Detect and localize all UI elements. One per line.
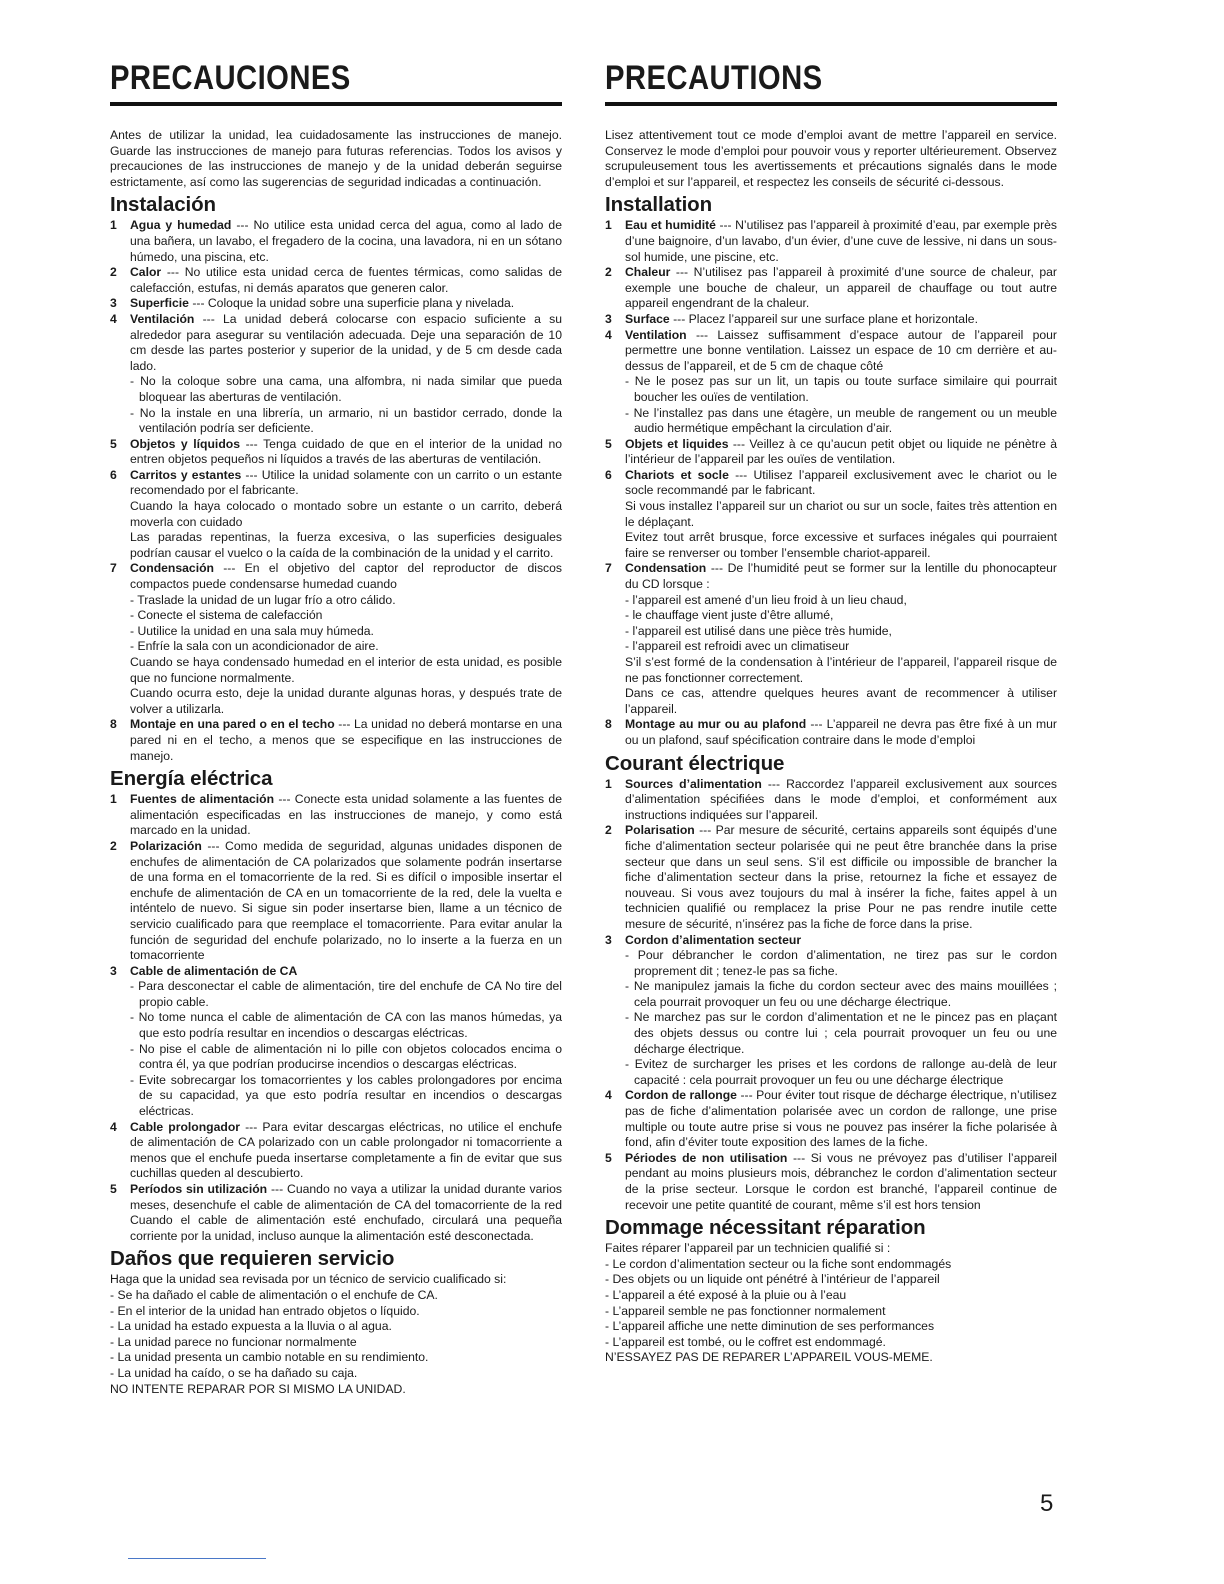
item-number: 1 — [605, 218, 612, 233]
item-number: 3 — [605, 932, 612, 947]
item-text: --- Utilice la unidad solamente con un carrito o un estante recomendado por el fabricante. — [130, 467, 562, 498]
item-number: 6 — [110, 467, 117, 482]
list-item — [110, 265, 562, 296]
damage-line: - L’appareil affiche une nette diminution de ses performances — [605, 1319, 935, 1334]
item-number: 1 — [110, 792, 117, 807]
item-bullet: - Enfríe la sala con un acondicionador de aire. — [130, 639, 379, 654]
list-item — [110, 312, 562, 437]
damage-line: - En el interior de la unidad han entrado objetos o líquido. — [110, 1303, 420, 1318]
item-bullet: - Traslade la unidad de un lugar frío a otro cálido. — [130, 592, 396, 607]
item-label: Objetos y líquidos — [130, 436, 240, 451]
item-bullet: - l’appareil est amené d’un lieu froid à un lieu chaud, — [625, 592, 907, 607]
item-text: --- Laissez suffisamment d’espace autour de l’appareil pour permettre une bonne ventilation. Laissez un espace de 10 cm derrière et au-dessus de l’appareil, et de 5 cm de chaque côté — [625, 327, 1057, 373]
item-text: --- Placez l’appareil sur une surface plane et horizontale. — [669, 311, 978, 326]
item-text: --- Tenga cuidado de que en el interior de la unidad no entren objetos pequeños ni líquidos a través de las aberturas de ventilación. — [130, 436, 562, 467]
item-note: S’il s’est formé de la condensation à l’intérieur de l’appareil, l’appareil risque de ne pas fonctionner correctement. — [625, 655, 1057, 685]
item-number: 3 — [110, 963, 117, 978]
list-item — [605, 1088, 1057, 1150]
item-text: --- Pour éviter tout risque de décharge électrique, n’utilisez pas de fiche d’alimentation polarisée avec un cordon de rallonge, une prise multiple ou toute autre prise si vous ne pouvez pas insérer la fiche polarisée à fond, afin d’éviter toute exposition des lames de la fiche. — [625, 1088, 1057, 1150]
item-bullet: - Pour débrancher le cordon d’alimentation, ne tirez pas sur le cordon proprement dit ; tenez-le pas sa fiche. — [625, 948, 1057, 978]
item-text: --- Si vous ne prévoyez pas d’utiliser l’appareil pendant au moins plusieurs mois, débranchez le cordon d’alimentation secteur de la prise secteur. Lorsque le cordon est branché, l’appareil continue de recevoir une petite quantité de courant, même s’il est hors tension — [625, 1150, 1057, 1212]
damage-lines — [605, 1257, 1057, 1351]
damage-line: - Se ha dañado el cable de alimentación o el enchufe de CA. — [110, 1287, 438, 1302]
item-label: Períodos sin utilización — [130, 1182, 268, 1196]
item-number: 3 — [605, 311, 612, 326]
damage-line: - L’appareil est tombé, ou le coffret est endommagé. — [605, 1334, 886, 1349]
list-item — [605, 328, 1057, 437]
item-bullet: - No pise el cable de alimentación ni lo pille con objetos colocados encima o contra él, ya que podrían producirse incendios o descargas eléctricas. — [130, 1041, 562, 1072]
item-label: Calor — [130, 265, 162, 280]
item-number: 8 — [605, 717, 612, 732]
item-bullet: - Uutilice la unidad en una sala muy húmeda. — [130, 623, 374, 638]
item-text: --- No utilice esta unidad cerca de fuentes térmicas, como salidas de calefacción, estufas, ni demás aparatos que generen calor. — [130, 265, 562, 295]
list-item — [110, 437, 562, 468]
intro-paragraph: Antes de utilizar la unidad, lea cuidadosamente las instrucciones de manejo. Guarde las instrucciones de manejo para futuras referencias. Todos los avisos y precauciones de las instrucciones de manejo y de la unidad deberán seguirse estrictamente, así como las sugerencias de seguridad indicadas a continuación. — [110, 128, 562, 189]
list-item — [110, 717, 562, 764]
list-item — [605, 312, 1057, 328]
item-label: Polarisation — [625, 823, 695, 838]
damage-line: - L’appareil a été exposé à la pluie ou à l’eau — [605, 1287, 847, 1302]
item-label: Cordon d’alimentation secteur — [625, 932, 802, 947]
page-title-spanish: PRECAUCIONES — [110, 59, 351, 97]
page-number: 5 — [1040, 1490, 1054, 1517]
list-item — [605, 717, 1057, 748]
item-number: 7 — [605, 561, 612, 576]
damage-line: - La unidad parece no funcionar normalmente — [110, 1334, 357, 1349]
list-item — [110, 1182, 562, 1244]
list-item — [110, 561, 562, 717]
item-bullet: - Ne le posez pas sur un lit, un tapis ou toute surface similaire qui pourrait boucher les ouïes de ventilation. — [625, 374, 1057, 404]
item-number: 2 — [110, 838, 117, 853]
list-item — [605, 933, 1057, 1089]
item-text: --- N’utilisez pas l’appareil à proximité d’une source de chaleur, par exemple une bouche de chaleur, un appareil de chauffage ou tout autre appareil engendrant de la chaleur. — [625, 265, 1057, 311]
item-label: Condensación — [130, 561, 214, 576]
item-label: Objets et liquides — [625, 436, 729, 451]
list-item — [110, 792, 562, 839]
installation-list — [605, 218, 1057, 748]
item-bullet: - No la instale en una librería, un armario, ni un bastidor cerrado, donde la ventilación podría ser deficiente. — [130, 405, 562, 436]
list-item — [605, 777, 1057, 824]
list-item — [110, 218, 562, 265]
item-number: 6 — [605, 467, 612, 482]
item-bullet: - No la coloque sobre una cama, una alfombra, ni nada similar que pueda bloquear las aberturas de ventilación. — [130, 374, 562, 404]
damage-line: - La unidad ha estado expuesta a la lluvia o al agua. — [110, 1319, 392, 1334]
item-text: --- Para evitar descargas eléctricas, no utilice el enchufe de alimentación de CA polarizado con un cable prolongador ni tomacorriente a menos que el enchufe pueda insertarse completamente a fin de evitar que sus cuchillas queden al descubierto. — [130, 1119, 562, 1181]
list-item — [605, 823, 1057, 932]
item-number: 2 — [605, 265, 612, 280]
item-bullet: - le chauffage vient juste d’être allumé, — [625, 608, 834, 623]
item-note: Las paradas repentinas, la fuerza excesiva, o las superficies desiguales podrían causar el vuelco o la caída de la combinación de la unidad y el carrito. — [130, 530, 562, 560]
item-bullet: - No tome nunca el cable de alimentación de CA con las manos húmedas, ya que esto podría resultar en incendios o descargas eléctricas. — [130, 1010, 562, 1041]
item-label: Chaleur — [625, 265, 671, 280]
damage-lines — [110, 1288, 562, 1382]
item-label: Surface — [625, 311, 670, 326]
item-number: 4 — [110, 311, 117, 326]
item-note: Cuando la haya colocado o montado sobre un estante o un carrito, deberá moverla con cuidado — [130, 499, 562, 529]
list-item — [605, 218, 1057, 265]
item-text: --- L’appareil ne devra pas être fixé à un mur ou un plafond, sauf spécification contraire dans le mode d’emploi — [625, 717, 1057, 747]
item-label: Eau et humidité — [625, 218, 716, 233]
list-item — [605, 265, 1057, 312]
item-number: 2 — [110, 265, 117, 280]
item-label: Condensation — [625, 561, 707, 576]
list-item — [110, 964, 562, 1120]
item-label: Ventilation — [625, 327, 687, 342]
item-number: 1 — [605, 776, 612, 791]
page-title-french: PRECAUTIONS — [605, 59, 823, 97]
item-bullet: - l’appareil est utilisé dans une pièce très humide, — [625, 623, 892, 638]
item-text: --- En el objetivo del captor del reproductor de discos compactos puede condensarse humedad cuando — [130, 561, 562, 592]
section-heading-installation: Installation — [605, 193, 713, 217]
damage-closing: N’ESSAYEZ PAS DE REPARER L’APPAREIL VOUS-MEME. — [605, 1350, 933, 1365]
item-number: 3 — [110, 296, 117, 311]
item-number: 2 — [605, 823, 612, 838]
item-number: 5 — [605, 436, 612, 451]
item-text: --- No utilice esta unidad cerca del agua, como al lado de una bañera, un lavabo, el fregadero de la cocina, una lavadora, ni en un sótano húmedo, una piscina, etc. — [130, 218, 562, 264]
item-bullet: - Ne manipulez jamais la fiche du cordon secteur avec des mains mouillées ; cela pourrait provoquer un feu ou une décharge électrique. — [625, 979, 1057, 1009]
item-text: --- La unidad deberá colocarse con espacio suficiente a su alrededor para asegurar su ventilación adecuada. Deje una separación de 10 cm desde las partes posterior y superior de la unidad, y de 5 cm desde cada lado. — [130, 311, 562, 373]
item-text: --- Raccordez l’appareil exclusivement aux sources d’alimentation spécifiées dans le mode d’emploi, et conformément aux instructions indiquées sur l’appareil. — [625, 776, 1058, 822]
item-note: Cuando ocurra esto, deje la unidad durante algunas horas, y después trate de volver a utilizarla. — [130, 686, 562, 716]
item-text: --- La unidad no deberá montarse en una pared ni en el techo, a menos que se especifique en las instrucciones de manejo. — [130, 717, 562, 763]
damage-intro: Faites réparer l’appareil par un technicien qualifié si : — [605, 1241, 891, 1256]
item-note: Evitez tout arrêt brusque, force excessive et surfaces inégales qui pourraient faire se renverser ou tomber l’ensemble chariot-appareil. — [625, 530, 1057, 560]
power-list — [605, 777, 1057, 1214]
item-bullet: - l’appareil est refroidi avec un climatiseur — [625, 639, 850, 654]
list-item — [605, 561, 1057, 717]
item-label: Polarización — [130, 838, 202, 853]
item-text: --- Veillez à ce qu’aucun petit objet ou liquide ne pénètre à l’intérieur de l’appareil par les ouïes de ventilation. — [625, 436, 1057, 467]
item-label: Superficie — [130, 296, 189, 311]
damage-closing: NO INTENTE REPARAR POR SI MISMO LA UNIDAD. — [110, 1381, 406, 1396]
item-text: --- Coloque la unidad sobre una superficie plana y nivelada. — [188, 296, 515, 311]
item-label: Chariots et socle — [625, 467, 729, 482]
item-number: 4 — [110, 1119, 117, 1134]
item-note: Si vous installez l’appareil sur un chariot ou sur un socle, faites très attention en le déplaçant. — [625, 499, 1057, 529]
item-text: --- Como medida de seguridad, algunas unidades disponen de enchufes de alimentación de CA polarizados que solamente podrán insertarse de una forma en el tomacorriente de la red. Si es difícil o imposible insertar el enchufe de alimentación de CA en un tomacorriente de la red, dele la vuelta e inténtelo de nuevo. Si sigue sin poder insertarse bien, llame a un técnico de servicio cualificado para que reemplace el tomacorriente. Para evitar anular la función de seguridad del enchufe polarizado, no lo inserte a la fuerza en un tomacorriente — [130, 838, 562, 963]
item-label: Carritos y estantes — [130, 467, 242, 482]
item-bullet: - Ne l’installez pas dans une étagère, un meuble de rangement ou un meuble audio hermétique empêchant la circulation d’air. — [625, 405, 1057, 436]
item-note: Cuando se haya condensado humedad en el interior de esta unidad, es posible que no funcione normalmente. — [130, 655, 562, 685]
item-text: --- N’utilisez pas l’appareil à proximité d’eau, par exemple près d’une baignoire, d’un lavabo, d’un évier, d’une cuve de lessive, ni dans un sous-sol humide, une piscine, etc. — [625, 218, 1057, 264]
section-heading-power: Energía eléctrica — [110, 767, 273, 791]
item-label: Cable de alimentación de CA — [130, 963, 298, 978]
damage-line: - Le cordon d’alimentation secteur ou la fiche sont endommagés — [605, 1256, 952, 1271]
item-text: --- Cuando no vaya a utilizar la unidad durante varios meses, desenchufe el cable de alimentación de CA del tomacorriente de la red Cuando el cable de alimentación esté enchufado, circulará una pequeña corriente por la unidad, incluso aunque la alimentación esté desconectada. — [130, 1182, 562, 1243]
list-item — [110, 1120, 562, 1182]
spanish-column — [110, 58, 562, 1397]
item-number: 7 — [110, 561, 117, 576]
damage-line: - Des objets ou un liquide ont pénétré à l’intérieur de l’appareil — [605, 1272, 940, 1287]
french-column — [605, 58, 1057, 1366]
item-bullet: - Para desconectar el cable de alimentación, tire del enchufe de CA No tire del propio cable. — [130, 979, 562, 1009]
power-list — [110, 792, 562, 1244]
damage-line: - La unidad presenta un cambio notable en su rendimiento. — [110, 1350, 429, 1365]
item-bullet: - Ne marchez pas sur le cordon d’alimentation et ne le pincez pas en plaçant des objets dessus ou contre lui ; cela pourrait provoquer un feu ou une décharge électrique. — [625, 1010, 1057, 1056]
item-label: Fuentes de alimentación — [130, 792, 275, 807]
item-label: Ventilación — [130, 311, 195, 326]
item-bullet: - Evite sobrecargar los tomacorrientes y los cables prolongadores por encima de su capacidad, ya que esto podría resultar en incendios o descargas eléctricas. — [130, 1072, 562, 1119]
damage-line: - La unidad ha caído, o se ha dañado su caja. — [110, 1365, 358, 1380]
list-item — [605, 437, 1057, 468]
item-text: --- Conecte esta unidad solamente a las fuentes de alimentación especificadas en las instrucciones de manejo, y como está marcado en la unidad. — [130, 792, 562, 838]
item-bullet: - Conecte el sistema de calefacción — [130, 608, 323, 623]
damage-intro: Haga que la unidad sea revisada por un técnico de servicio cualificado si: — [110, 1272, 507, 1287]
item-label: Cable prolongador — [130, 1119, 241, 1134]
list-item — [605, 1151, 1057, 1213]
item-label: Cordon de rallonge — [625, 1088, 737, 1103]
list-item — [605, 468, 1057, 562]
item-number: 4 — [605, 1088, 612, 1103]
item-number: 5 — [605, 1150, 612, 1165]
installation-list — [110, 218, 562, 764]
list-item — [110, 296, 562, 312]
item-text: --- De l’humidité peut se former sur la lentille du phonocapteur du CD lorsque : — [625, 561, 1057, 592]
title-rule — [110, 102, 562, 106]
item-text: --- Par mesure de sécurité, certains appareils sont équipés d’une fiche d’alimentation secteur polarisée qui ne peut être branchée dans la prise secteur que dans un seul sens. S’il est difficile ou impossible de brancher la fiche d’alimentation secteur dans la prise, retournez la fiche et essayez de nouveau. Si vous avez toujours du mal à insérer la fiche, faites appel à un technicien qualifié ou remplacez la prise Pour ne pas rendre inutile cette mesure de sécurité, n’insérez pas la fiche de force dans la prise. — [625, 823, 1057, 931]
damage-line: - L’appareil semble ne pas fonctionner normalement — [605, 1303, 886, 1318]
item-number: 8 — [110, 717, 117, 732]
footer-divider — [128, 1558, 266, 1559]
list-item — [110, 468, 562, 562]
item-number: 4 — [605, 327, 612, 342]
item-label: Montage au mur ou au plafond — [625, 717, 807, 732]
item-number: 1 — [110, 218, 117, 233]
section-heading-installation: Instalación — [110, 193, 216, 217]
intro-paragraph: Lisez attentivement tout ce mode d’emploi avant de mettre l’appareil en service. Conservez le mode d’emploi pour pouvoir vous y reporter ultérieurement. Observez scrupuleusement tous les avertissements et précautions signalés dans le mode d’emploi et sur l’appareil, et respectez les conseils de sécurité ci-dessous. — [605, 128, 1057, 189]
item-number: 5 — [110, 436, 117, 451]
item-number: 5 — [110, 1182, 117, 1196]
list-item — [110, 839, 562, 964]
item-text: --- Utilisez l’appareil exclusivement avec le chariot ou le socle recommandé par le fabricant. — [625, 467, 1058, 498]
item-note: Dans ce cas, attendre quelques heures avant de recommencer à utiliser l’appareil. — [625, 686, 1057, 716]
item-label: Sources d’alimentation — [625, 776, 762, 791]
item-bullet: - Evitez de surcharger les prises et les cordons de rallonge au-delà de leur capacité : cela pourrait provoquer un feu ou une décharge électrique — [625, 1057, 1057, 1087]
item-label: Périodes de non utilisation — [625, 1150, 788, 1165]
section-heading-power: Courant électrique — [605, 751, 785, 775]
section-heading-damage: Daños que requieren servicio — [110, 1247, 395, 1271]
item-label: Montaje en una pared o en el techo — [130, 717, 335, 732]
section-heading-damage: Dommage nécessitant réparation — [605, 1216, 926, 1240]
title-rule — [605, 102, 1057, 106]
item-label: Agua y humedad — [130, 218, 232, 233]
